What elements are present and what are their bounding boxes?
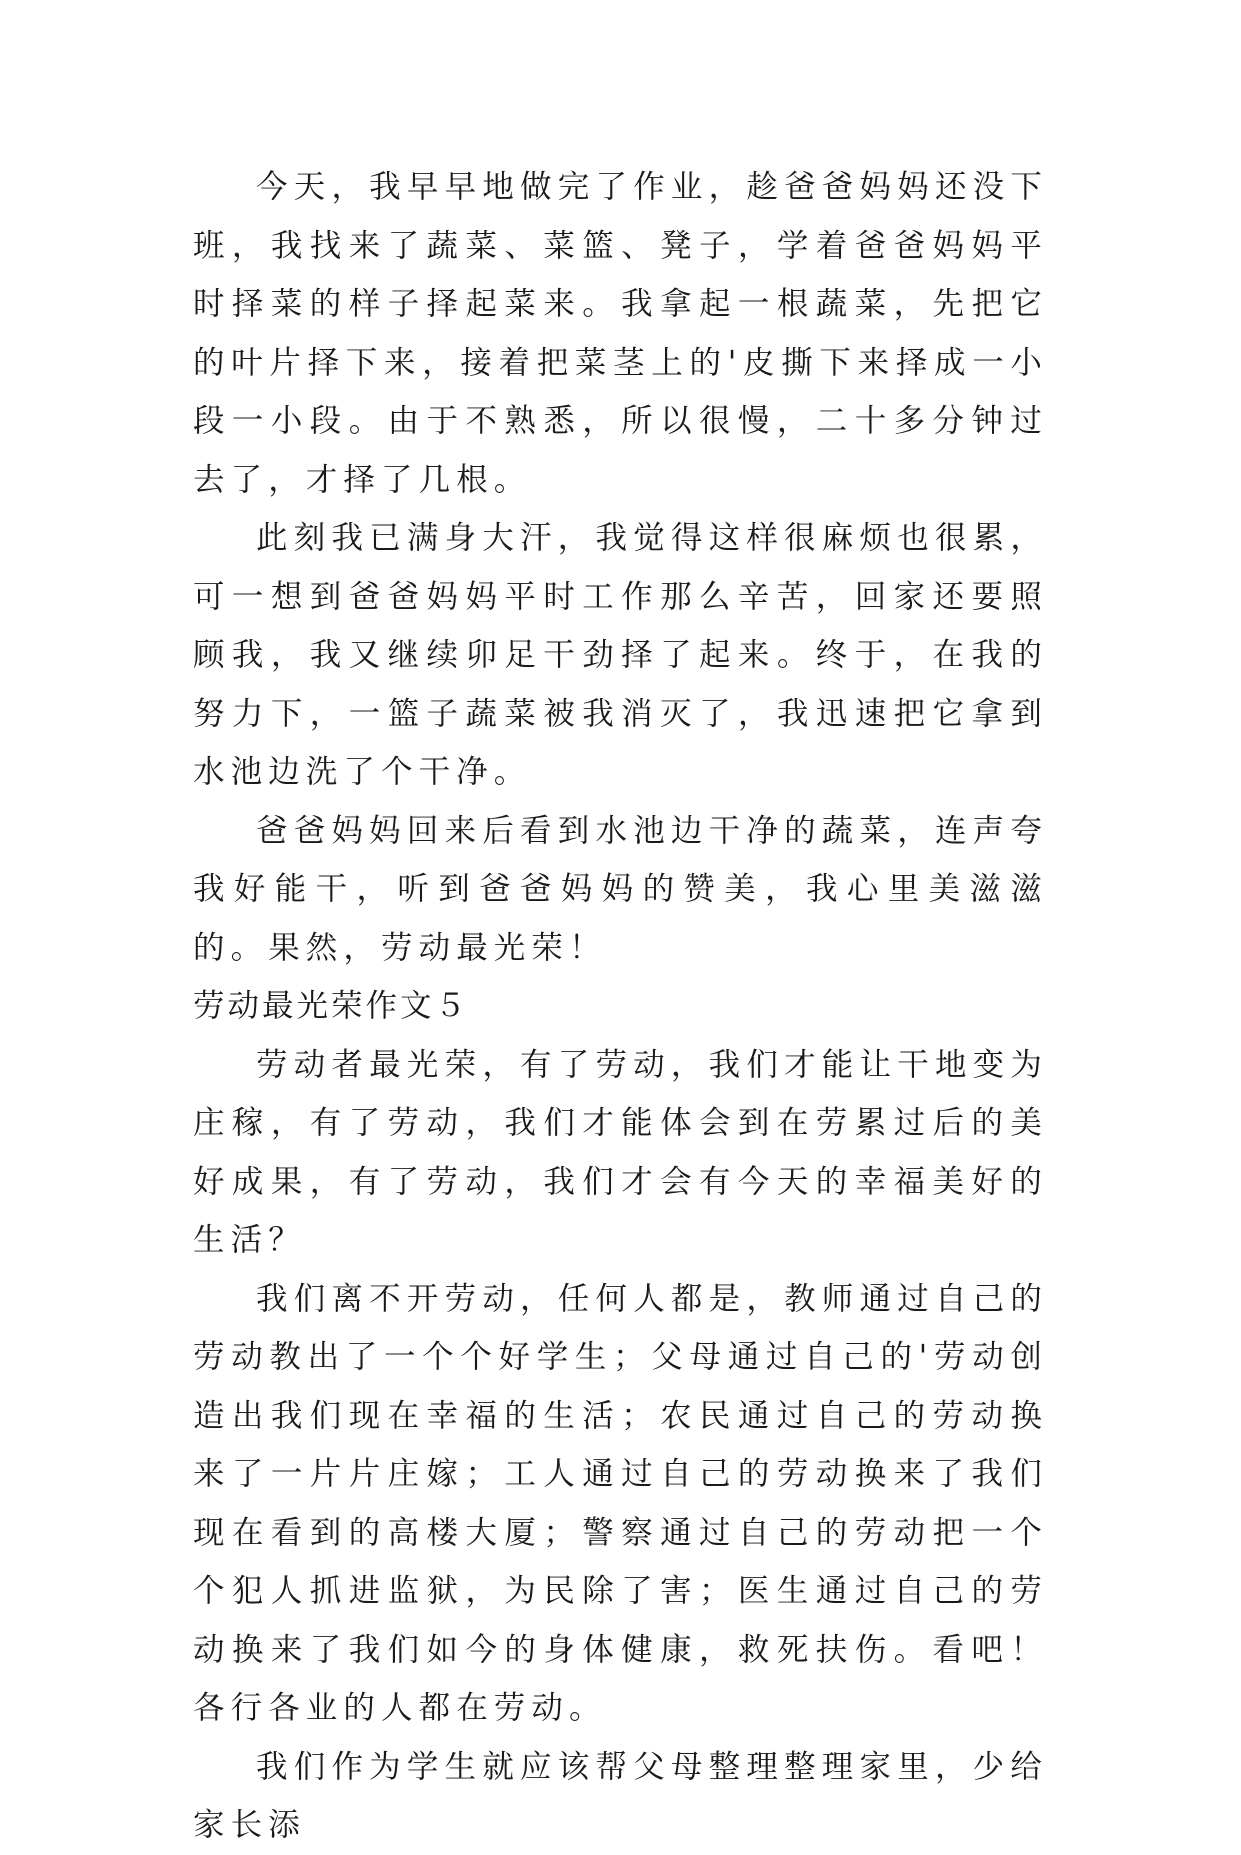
paragraph-doing-chores: 今天，我早早地做完了作业，趁爸爸妈妈还没下班，我找来了蔬菜、菜篮、凳子，学着爸爸妈妈平时择菜的样子择起菜来。我拿起一根蔬菜，先把它的叶片择下来，接着把菜茎上的'皮撕下来择成一小段一小段。由于不熟悉，所以很慢，二十多分钟过去了，才择了几根。: [193, 169, 1048, 498]
paragraph-sweating: 此刻我已满身大汗，我觉得这样很麻烦也很累，可一想到爸爸妈妈平时工作那么辛苦，回家还要照顾我，我又继续卯足干劲择了起来。终于，在我的努力下，一篮子蔬菜被我消灭了，我迅速把它拿到水池边洗了个干净。: [193, 520, 1048, 790]
paragraph-everyone-works: 我们离不开劳动，任何人都是，教师通过自己的劳动教出了一个个好学生；父母通过自己的'劳动创造出我们现在幸福的生活；农民通过自己的劳动换来了一片片庄嫁；工人通过自己的劳动换来了我们现在看到的高楼大厦；警察通过自己的劳动把一个个犯人抓进监狱，为民除了害；医生通过自己的劳动换来了我们如今的身体健康，救死扶伤。看吧！各行各业的人都在劳动。: [193, 1280, 1048, 1726]
document-page: [193, 158, 1048, 1855]
paragraph-labor-glorious: 劳动者最光荣，有了劳动，我们才能让干地变为庄稼，有了劳动，我们才能体会到在劳累过后的美好成果，有了劳动，我们才会有今天的幸福美好的生活？: [193, 1046, 1048, 1258]
essay-heading: 劳动最光荣作文５: [193, 988, 470, 1024]
paragraph-students-help: 我们作为学生就应该帮父母整理整理家里，少给家长添: [193, 1748, 1048, 1843]
paragraph-parents-praise: 爸爸妈妈回来后看到水池边干净的蔬菜，连声夸我好能干，听到爸爸妈妈的赞美，我心里美滋滋的。果然，劳动最光荣！: [193, 812, 1048, 966]
